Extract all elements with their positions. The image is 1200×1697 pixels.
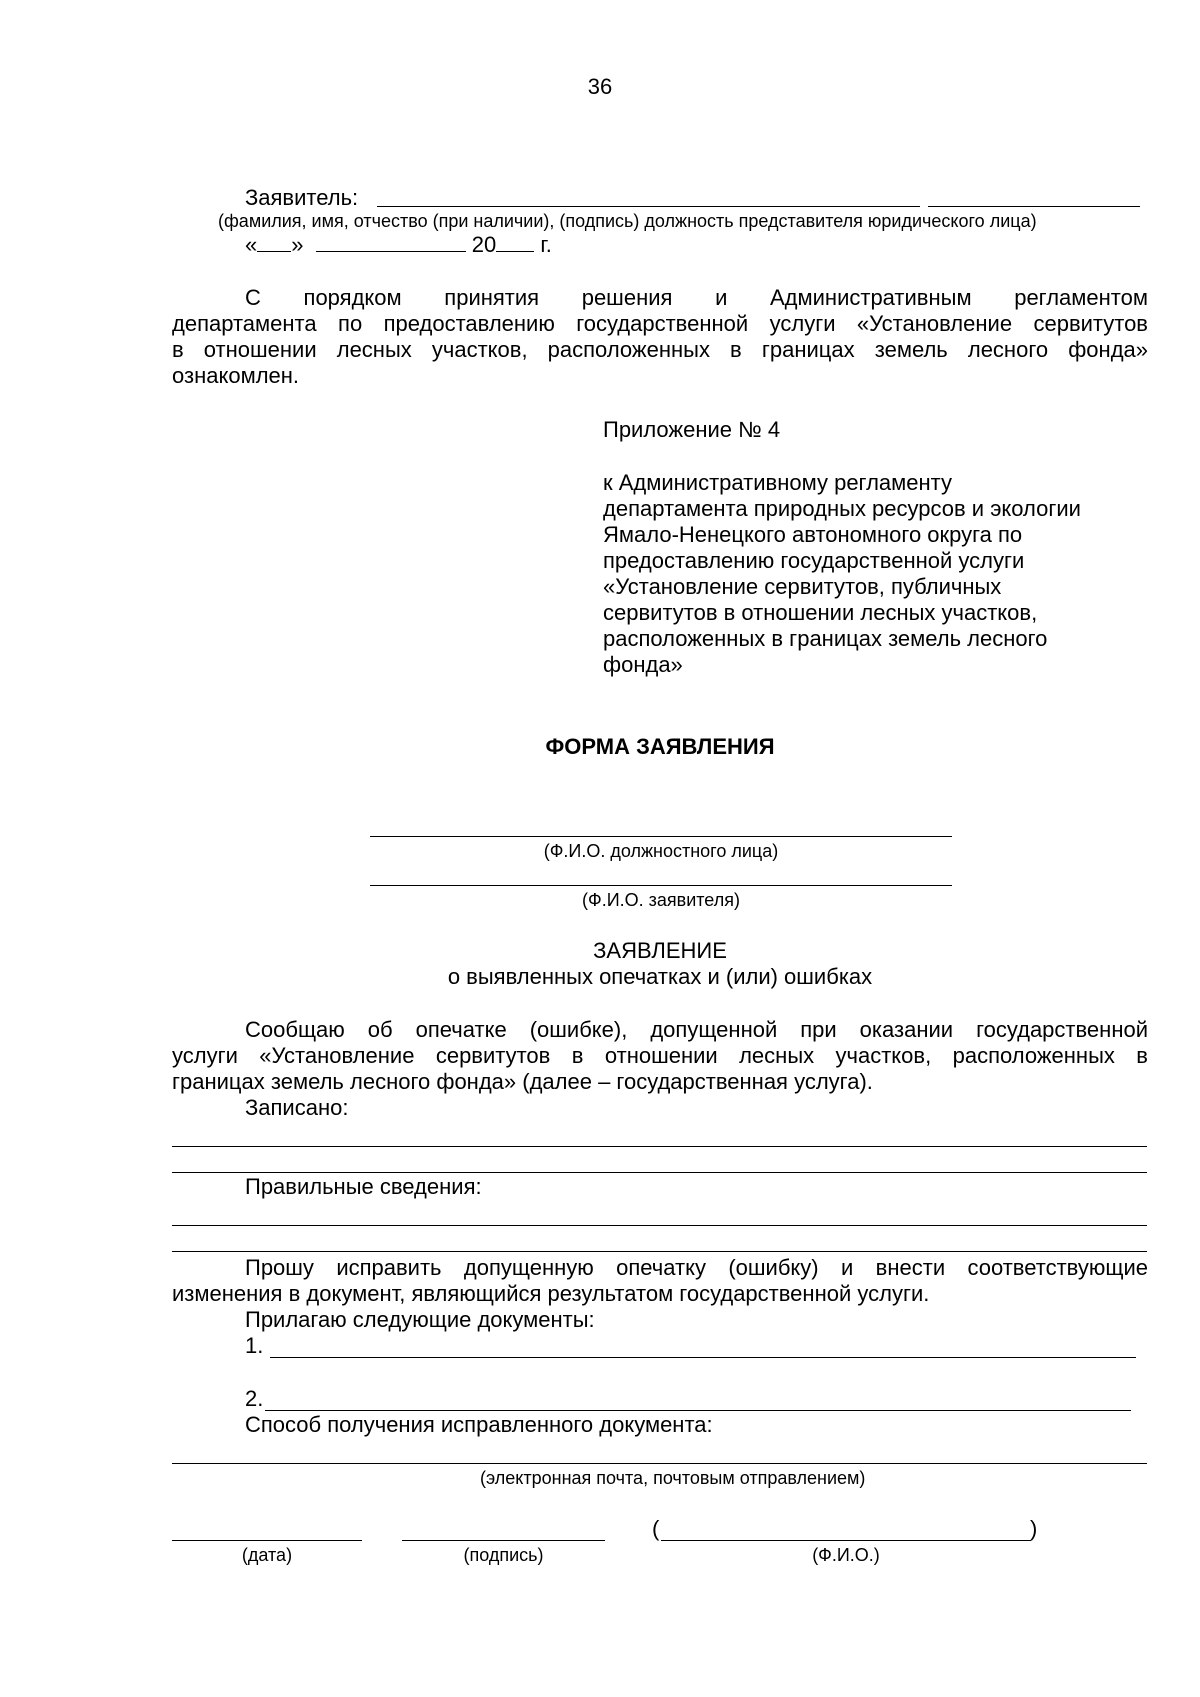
applicant-name-line-2 — [370, 885, 952, 886]
method-label: Способ получения исправленного документа: — [245, 1412, 713, 1437]
applicant-caption: (фамилия, имя, отчество (при наличии), (подпись) должность представителя юридического лица) — [218, 211, 1037, 231]
signature-date-line — [172, 1540, 362, 1541]
appendix-line: сервитутов в отношении лесных участков, — [603, 600, 1038, 625]
appendix-line: к Административному регламенту — [603, 470, 953, 495]
correct-line-1 — [172, 1225, 1147, 1226]
request-line-2: изменения в документ, являющийся результатом государственной услуги. — [172, 1281, 930, 1306]
date-month-blank — [316, 233, 466, 252]
written-label: Записано: — [245, 1095, 349, 1120]
correct-line-2 — [172, 1251, 1147, 1252]
signature-sign-caption: (подпись) — [463, 1545, 544, 1565]
date-row — [245, 232, 552, 258]
date-year-suffix: г. — [540, 232, 552, 257]
attach-item-2-number: 2. — [245, 1386, 264, 1411]
signature-sign-line — [402, 1540, 605, 1541]
applicant-name-line — [377, 206, 920, 207]
official-caption: (Ф.И.О. должностного лица) — [543, 841, 779, 861]
statement-title: ЗАЯВЛЕНИЕ — [593, 938, 727, 963]
ack-line-2: департамента по предоставлению государственной услуги «Установление сервитутов — [172, 311, 1148, 336]
ack-last-line: ознакомлен. — [172, 363, 300, 388]
appendix-line: фонда» — [603, 652, 683, 677]
report-line-1: Сообщаю об опечатке (ошибке), допущенной при оказании государственной — [245, 1017, 1148, 1042]
form-title: ФОРМА ЗАЯВЛЕНИЯ — [545, 734, 775, 759]
correct-label: Правильные сведения: — [245, 1174, 482, 1199]
attach-label: Прилагаю следующие документы: — [245, 1307, 595, 1332]
applicant-position-line — [928, 206, 1140, 207]
date-open-quote: « — [245, 232, 258, 257]
written-line-2 — [172, 1172, 1147, 1173]
appendix-title: Приложение № 4 — [603, 417, 781, 442]
appendix-line: расположенных в границах земель лесного — [603, 626, 1048, 651]
signature-name-line — [661, 1540, 1031, 1541]
attach-item-1-number: 1. — [245, 1333, 264, 1358]
method-caption: (электронная почта, почтовым отправлением) — [480, 1468, 866, 1488]
signature-close-paren: ) — [1030, 1516, 1038, 1541]
signature-name-caption: (Ф.И.О.) — [812, 1545, 880, 1565]
date-year-blank — [496, 233, 534, 252]
request-line-1: Прошу исправить допущенную опечатку (ошибку) и внести соответствующие — [245, 1255, 1148, 1280]
applicant-label: Заявитель: — [245, 185, 359, 210]
written-line-1 — [172, 1146, 1147, 1147]
method-line — [172, 1463, 1147, 1464]
attach-item-1-line — [270, 1357, 1136, 1358]
appendix-line: «Установление сервитутов, публичных — [603, 574, 1002, 599]
appendix-line: Ямало-Ненецкого автономного округа по — [603, 522, 1023, 547]
date-close-quote: » — [291, 232, 304, 257]
signature-open-paren: ( — [652, 1516, 660, 1541]
applicant-caption-2: (Ф.И.О. заявителя) — [582, 890, 740, 910]
date-year-prefix: 20 — [471, 232, 497, 257]
date-day-blank — [257, 233, 291, 252]
appendix-line: департамента природных ресурсов и экологии — [603, 496, 1081, 521]
attach-item-2-line — [265, 1410, 1131, 1411]
statement-subtitle: о выявленных опечатках и (или) ошибках — [447, 964, 873, 989]
official-name-line — [370, 836, 952, 837]
report-last-line: границах земель лесного фонда» (далее – государственная услуга). — [172, 1069, 873, 1094]
page-number: 36 — [587, 74, 613, 99]
signature-date-caption: (дата) — [241, 1545, 293, 1565]
ack-line-1: С порядком принятия решения и Административным регламентом — [245, 285, 1148, 310]
appendix-line: предоставлению государственной услуги — [603, 548, 1025, 573]
report-line-2: услуги «Установление сервитутов в отношении лесных участков, расположенных в — [172, 1043, 1148, 1068]
ack-line-3: в отношении лесных участков, расположенных в границах земель лесного фонда» — [172, 337, 1148, 362]
